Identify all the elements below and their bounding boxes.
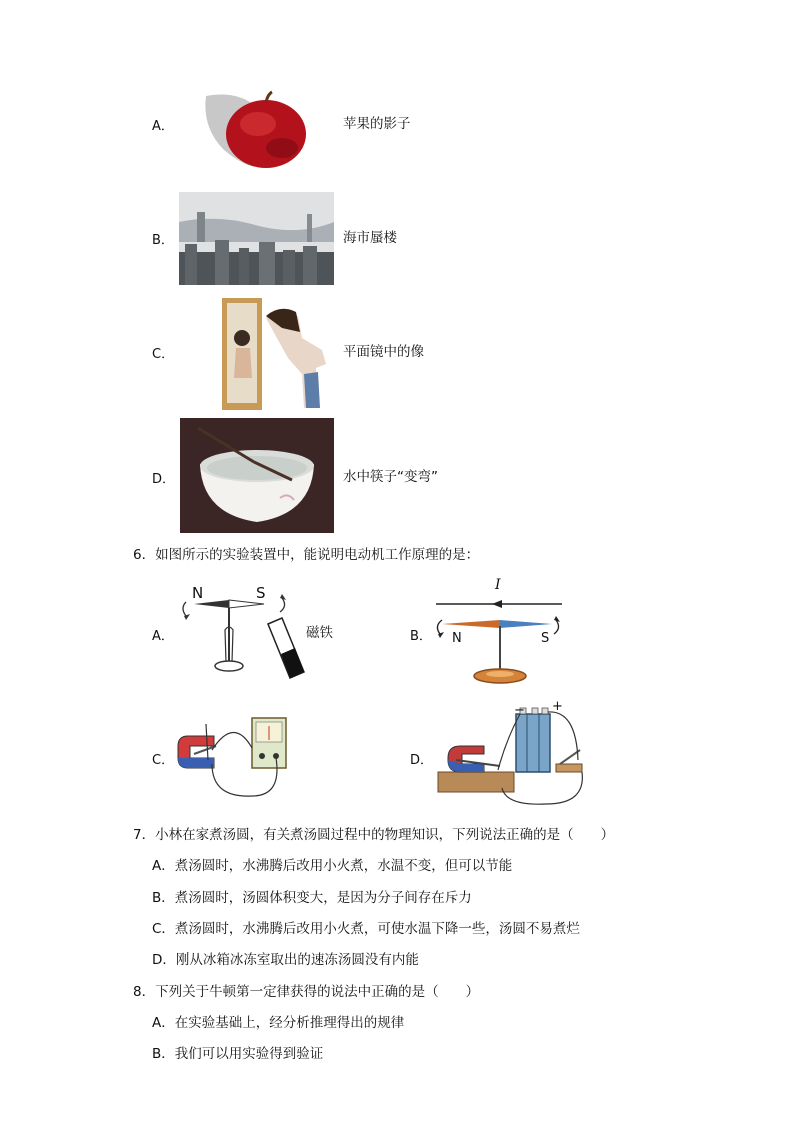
q7-option-b: B．煮汤圆时，汤圆体积变大，是因为分子间存在斥力 — [152, 890, 472, 906]
option-letter: B． — [152, 233, 174, 248]
plane-mirror-image — [222, 298, 334, 410]
q7-option-a: A．煮汤圆时，水沸腾后改用小火煮，水温不变，但可以节能 — [152, 858, 513, 874]
option-caption: 苹果的影子 — [343, 116, 411, 132]
option-letter: A． — [152, 119, 174, 134]
battery-plus-label: + — [552, 699, 563, 714]
mirage-photo — [179, 192, 334, 285]
needle-s-label: S — [256, 584, 266, 602]
option-caption: 海市蜃楼 — [343, 230, 397, 246]
needle-n-label: N — [452, 631, 462, 646]
option-caption: 平面镜中的像 — [343, 344, 424, 360]
battery-minus-label: − — [514, 703, 525, 718]
option-letter: B． — [410, 629, 432, 644]
q8-option-b: B．我们可以用实验得到验证 — [152, 1046, 324, 1062]
q7-option-c: C．煮汤圆时，水沸腾后改用小火煮，可使水温下降一些，汤圆不易煮烂 — [152, 921, 580, 937]
q7-stem: 7．小林在家煮汤圆，有关煮汤圆过程中的物理知识，下列说法正确的是（ ） — [133, 827, 615, 843]
generator-galvanometer-diagram — [172, 712, 300, 802]
apple-shadow-image — [198, 88, 310, 170]
option-letter: C． — [152, 753, 175, 768]
option-letter: D． — [152, 472, 176, 487]
magnet-label: 磁铁 — [306, 625, 333, 641]
q8-option-a: A．在实验基础上，经分析推理得出的规律 — [152, 1015, 405, 1031]
option-caption: 水中筷子“变弯” — [343, 469, 438, 485]
chopstick-bowl-photo — [180, 418, 334, 533]
q6-stem: 6．如图所示的实验装置中，能说明电动机工作原理的是： — [133, 547, 480, 563]
q8-stem: 8．下列关于牛顿第一定律获得的说法中正确的是（ ） — [133, 984, 480, 1000]
option-letter: C． — [152, 347, 175, 362]
q7-option-d: D．刚从冰箱冰冻室取出的速冻汤圆没有内能 — [152, 952, 419, 968]
current-label: I — [495, 577, 501, 593]
option-letter: D． — [410, 753, 434, 768]
needle-s-label: S — [541, 631, 550, 646]
option-letter: A． — [152, 629, 174, 644]
needle-n-label: N — [192, 584, 204, 602]
